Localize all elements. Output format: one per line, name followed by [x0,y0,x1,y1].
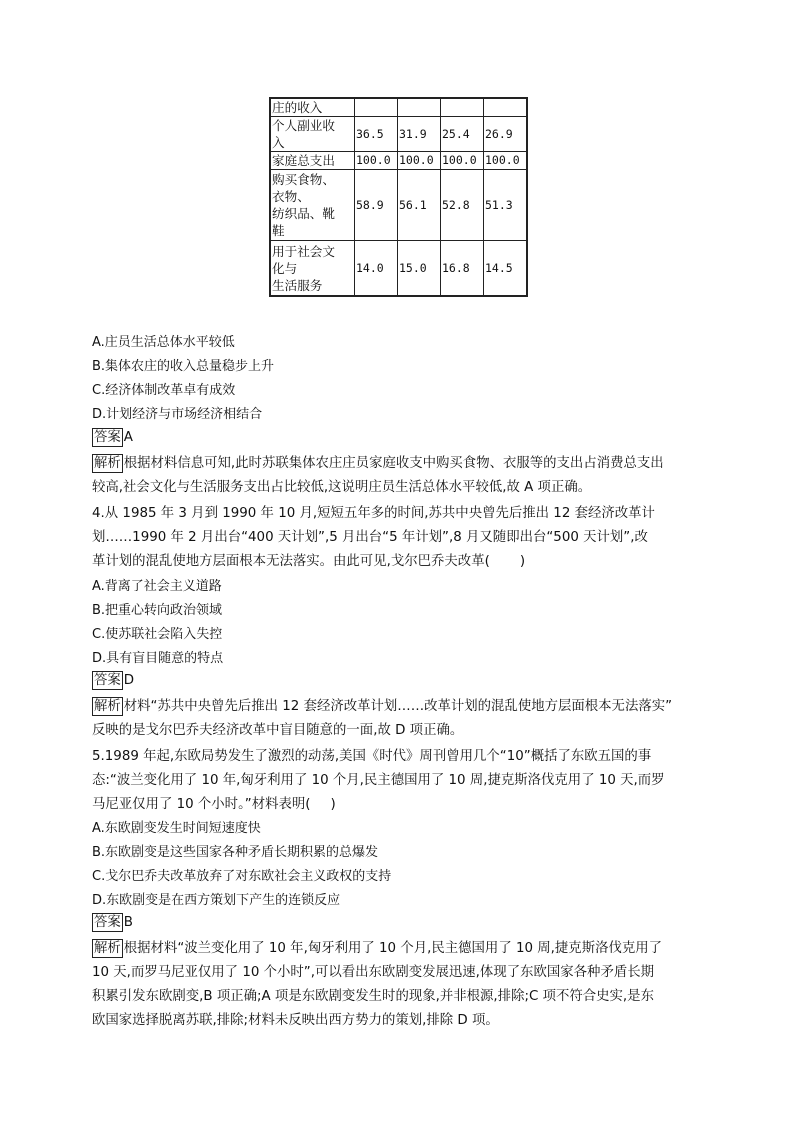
statistics-table [269,97,528,297]
table-cell: 58.9 [355,170,398,241]
answer-line [92,671,134,690]
table-row [270,170,527,241]
option-b: B.集体农庄的收入总量稳步上升 [92,359,275,374]
answer-line [92,913,133,932]
table-row [270,98,527,117]
table-cell: 14.5 [484,241,528,297]
table-cell: 26.9 [484,117,528,152]
table-cell: 31.9 [398,117,441,152]
option-d: D.东欧剧变是在西方策划下产生的连锁反应 [92,893,341,908]
table-cell [355,98,398,117]
option-c: C.使苏联社会陷入失控 [92,627,223,642]
analysis-badge: 解析 [94,456,121,471]
table-row [270,152,527,170]
row-label: 家庭总支出 [270,152,355,170]
table-row [270,241,527,297]
option-a: A.庄员生活总体水平较低 [92,335,235,350]
analysis-text: 较高,社会文化与生活服务支出占比较低,这说明庄员生活总体水平较低,故 A 项正确。 [92,480,592,495]
option-a: A.东欧剧变发生时间短速度快 [92,821,261,836]
question-stem: 革计划的混乱使地方层面根本无法落实。由此可见,戈尔巴乔夫改革( ) [92,554,526,569]
table-cell: 14.0 [355,241,398,297]
table-cell: 36.5 [355,117,398,152]
table-row [270,117,527,152]
row-label: 个人副业收 入 [270,117,355,152]
row-label: 庄的收入 [270,98,355,117]
row-label: 用于社会文 化与 生活服务 [270,241,355,297]
answer-badge: 答案 [94,430,121,445]
analysis-text: 材料“苏共中央曾先后推出 12 套经济改革计划……改革计划的混乱使地方层面根本无法落实” [123,699,673,714]
analysis-text: 欧国家选择脱离苏联,排除;材料未反映出西方势力的策划,排除 D 项。 [92,1013,499,1028]
table-cell [484,98,528,117]
table-cell: 52.8 [441,170,484,241]
table-cell [441,98,484,117]
analysis-line [92,937,662,958]
option-c: C.戈尔巴乔夫改革放弃了对东欧社会主义政权的支持 [92,869,392,884]
option-d: D.计划经济与市场经济相结合 [92,407,263,422]
answer-badge: 答案 [94,673,121,688]
option-a: A.背离了社会主义道路 [92,579,222,594]
option-d: D.具有盲目随意的特点 [92,651,224,666]
question-stem: 5.1989 年起,东欧局势发生了激烈的动荡,美国《时代》周刊曾用几个“10”概括了东欧五国的事 [92,749,652,764]
analysis-text: 积累引发东欧剧变,B 项正确;A 项是东欧剧变发生时的现象,并非根源,排除;C 项不符合史实,是东 [92,989,654,1004]
table-cell: 100.0 [484,152,528,170]
table-cell: 56.1 [398,170,441,241]
analysis-text: 根据材料信息可知,此时苏联集体农庄庄员家庭收支中购买食物、衣服等的支出占消费总支出 [123,456,664,471]
question-stem: 态:“波兰变化用了 10 年,匈牙利用了 10 个月,民主德国用了 10 周,捷克斯洛伐克用了 10 天,而罗 [92,773,665,788]
row-label: 购买食物、 衣物、 纺织品、靴 鞋 [270,170,355,241]
answer-value: B [123,915,133,930]
table-cell: 51.3 [484,170,528,241]
question-stem: 划……1990 年 2 月出台“400 天计划”,5 月出台“5 年计划”,8 月又随即出台“500 天计划”,改 [92,530,648,545]
answer-line [92,428,133,447]
table-cell: 25.4 [441,117,484,152]
analysis-line [92,452,664,473]
table-cell: 16.8 [441,241,484,297]
option-b: B.把重心转向政治领域 [92,603,223,618]
option-b: B.东欧剧变是这些国家各种矛盾长期积累的总爆发 [92,845,379,860]
analysis-text: 反映的是戈尔巴乔夫经济改革中盲目随意的一面,故 D 项正确。 [92,723,464,738]
analysis-text: 根据材料“波兰变化用了 10 年,匈牙利用了 10 个月,民主德国用了 10 周,捷克斯洛伐克用了 [123,941,663,956]
answer-value: A [123,430,133,445]
question-stem: 马尼亚仅用了 10 个小时。”材料表明( ) [92,797,336,812]
table-cell: 100.0 [441,152,484,170]
table-cell: 15.0 [398,241,441,297]
question-stem: 4.从 1985 年 3 月到 1990 年 10 月,短短五年多的时间,苏共中央曾先后推出 12 套经济改革计 [92,506,655,521]
answer-badge: 答案 [94,915,121,930]
analysis-badge: 解析 [94,699,121,714]
analysis-badge: 解析 [94,941,121,956]
option-c: C.经济体制改革卓有成效 [92,383,236,398]
table-cell [398,98,441,117]
table-cell: 100.0 [398,152,441,170]
table-cell: 100.0 [355,152,398,170]
analysis-text: 10 天,而罗马尼亚仅用了 10 个小时”,可以看出东欧剧变发展迅速,体现了东欧国家各种矛盾长期 [92,965,655,980]
answer-value: D [123,673,135,688]
analysis-line [92,695,672,716]
